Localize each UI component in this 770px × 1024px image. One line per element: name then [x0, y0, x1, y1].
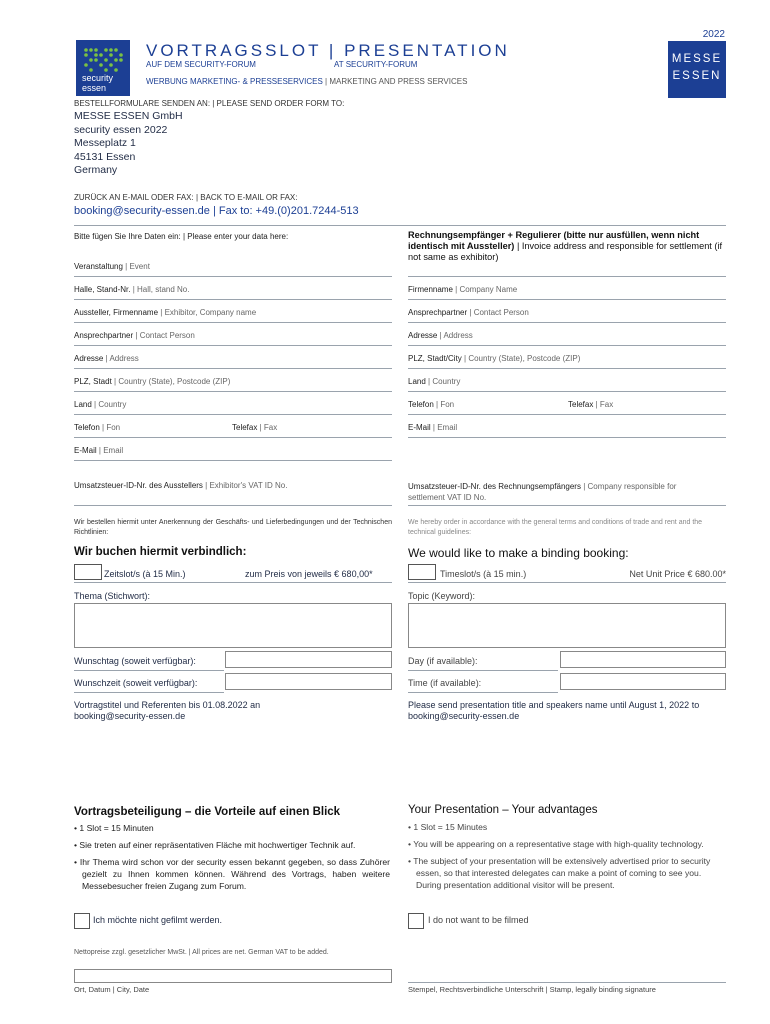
field-label-en: | Company Name — [455, 285, 518, 294]
no-filming-checkbox-en[interactable] — [408, 913, 424, 929]
address-line: security essen 2022 — [74, 123, 168, 136]
field-label-en: | Contact Person — [469, 308, 529, 317]
field-label-en: | Fax — [259, 423, 278, 432]
field-invoice-country[interactable] — [408, 377, 460, 386]
return-label: ZURÜCK AN E-MAIL ODER FAX: | BACK TO E-MAIL OR FAX: — [74, 193, 298, 202]
field-label-en: | Country — [94, 400, 127, 409]
speaker-note-de-email[interactable]: booking@security-essen.de — [74, 711, 186, 721]
field-label: Ansprechpartner — [408, 308, 468, 317]
field-label: PLZ, Stadt/City — [408, 354, 462, 363]
field-vat-invoice[interactable] — [408, 481, 676, 503]
time-label-de: Wunschzeit (soweit verfügbar): — [74, 678, 198, 688]
department-line — [146, 77, 467, 86]
address-line: Messeplatz 1 — [74, 137, 136, 150]
security-essen-logo — [76, 40, 130, 96]
field-invoice-contact[interactable] — [408, 308, 529, 317]
list-item: • Ihr Thema wird schon vor der security essen bekannt gegeben, so dass Zuhörer gezielt zu Ihnen kommen können. Während des Vortrags, haben weitere Messebesucher freien Zugang zum Forum. — [74, 857, 390, 891]
field-label: Veranstaltung — [74, 262, 123, 271]
field-label-en: | Fon — [436, 400, 455, 409]
field-event[interactable] — [74, 262, 150, 271]
field-email[interactable] — [74, 446, 123, 455]
field-label: Land — [408, 377, 426, 386]
topic-label-en: Topic (Keyword): — [408, 591, 476, 601]
booking-heading-de: Wir buchen hiermit verbindlich: — [74, 546, 247, 558]
logo-text-essen: essen — [82, 83, 107, 93]
field-invoice-address[interactable] — [408, 331, 473, 340]
title-de: VORTRAGSSLOT — [146, 41, 322, 60]
field-label: PLZ, Stadt — [74, 377, 112, 386]
invoice-heading-rest: | Invoice address and responsible for settlement (if not same as exhibitor) — [408, 241, 723, 262]
field-label-en: | Exhibitor, Company name — [160, 308, 257, 317]
speaker-note-en — [408, 700, 699, 722]
list-item: • The subject of your presentation will be extensively advertised prior to security essen, so that interested delegates can make a point of coming to see you. During presentation additional visitor will be present. — [408, 856, 711, 890]
logo-text-essen-right: ESSEN — [672, 70, 722, 82]
field-label-en: | Country (State), Postcode (ZIP) — [114, 377, 231, 386]
slot-quantity-input-de[interactable] — [74, 564, 102, 580]
field-label-en: | Hall, stand No. — [132, 285, 190, 294]
year-label: 2022 — [702, 29, 725, 40]
place-date-input[interactable] — [74, 969, 392, 983]
field-label-en: | Fax — [595, 400, 614, 409]
speaker-note-en-email[interactable]: booking@security-essen.de — [408, 711, 520, 721]
field-invoice-email[interactable] — [408, 423, 457, 432]
field-label: Firmenname — [408, 285, 453, 294]
address-block — [74, 110, 183, 178]
subtitle-en: AT SECURITY-FORUM — [334, 60, 418, 69]
signature-label: Stempel, Rechtsverbindliche Unterschrift | Stamp, legally binding signature — [408, 985, 656, 994]
field-label-en: | Contact Person — [135, 331, 195, 340]
security-essen-dots-icon — [76, 44, 130, 76]
field-label: Halle, Stand-Nr. — [74, 285, 131, 294]
field-label: Telefon — [74, 423, 100, 432]
list-item: • 1 Slot = 15 Minuten — [74, 823, 154, 833]
field-label: Adresse — [408, 331, 438, 340]
field-label: E-Mail — [408, 423, 431, 432]
field-invoice-city[interactable] — [408, 354, 580, 363]
form-intro: Bitte fügen Sie Ihre Daten ein: | Please enter your data here: — [74, 232, 289, 241]
list-item: • You will be appearing on a representative stage with high-quality technology. — [408, 839, 704, 849]
field-label-en: | Country — [428, 377, 461, 386]
day-input-en[interactable] — [560, 651, 726, 668]
field-label: Aussteller, Firmenname — [74, 308, 159, 317]
no-filming-label-de: Ich möchte nicht gefilmt werden. — [93, 915, 223, 925]
terms-en: We hereby order in accordance with the general terms and conditions of trade and rent and the technical guidelines: — [408, 519, 703, 536]
speaker-note-de-line1: Vortragstitel und Referenten bis 01.08.2022 an — [74, 700, 261, 710]
field-label: Umsatzsteuer-ID-Nr. des Ausstellers — [74, 481, 203, 490]
invoice-heading-bold: Rechnungsempfänger + Regulierer (bitte nur ausfüllen, wenn nicht identisch mit Aussteller) — [408, 230, 700, 251]
field-contact-person[interactable] — [74, 331, 195, 340]
field-label-en: | Company responsible for — [583, 482, 677, 491]
department-en: | MARKETING AND PRESS SERVICES — [325, 77, 468, 86]
place-date-label: Ort, Datum | City, Date — [74, 985, 150, 994]
field-country[interactable] — [74, 400, 126, 409]
address-line: 45131 Essen — [74, 150, 136, 163]
logo-text-security: security — [82, 73, 114, 83]
field-label-en: | Country (State), Postcode (ZIP) — [464, 354, 581, 363]
advantages-list-de — [74, 822, 390, 892]
field-exhibitor[interactable] — [74, 308, 256, 317]
field-label-en-2: settlement VAT ID No. — [408, 493, 487, 502]
price-label-en: Net Unit Price — [629, 569, 685, 579]
field-label: Ansprechpartner — [74, 331, 134, 340]
field-label: Telefax — [568, 400, 594, 409]
field-invoice-phone[interactable] — [408, 400, 454, 409]
field-postcode-city[interactable] — [74, 377, 230, 386]
list-item: • 1 Slot = 15 Minutes — [408, 822, 488, 832]
field-label: Telefax — [232, 423, 258, 432]
logo-text-messe: MESSE — [671, 53, 723, 65]
booking-heading-en: We would like to make a binding booking: — [408, 546, 629, 560]
price-value-en: € 680.00* — [687, 569, 726, 579]
messe-essen-logo — [668, 41, 726, 98]
subtitle-de: AUF DEM SECURITY-FORUM — [146, 60, 256, 69]
field-label: Adresse — [74, 354, 104, 363]
price-line-de — [245, 569, 373, 579]
field-phone[interactable] — [74, 423, 120, 432]
title-separator: | — [328, 41, 337, 60]
day-label-en: Day (if available): — [408, 656, 478, 666]
field-label-en: | Fon — [102, 423, 121, 432]
field-company-name[interactable] — [408, 285, 517, 294]
day-input-de[interactable] — [225, 651, 392, 668]
day-label-de: Wunschtag (soweit verfügbar): — [74, 656, 196, 666]
field-label: E-Mail — [74, 446, 97, 455]
list-item: • Sie treten auf einer repräsentativen Fläche mit hochwertiger Technik auf. — [74, 840, 356, 850]
speaker-note-en-line1: Please send presentation title and speakers name until August 1, 2022 to — [408, 700, 700, 710]
slot-label-en: Timeslot/s (à 15 min.) — [440, 569, 527, 579]
field-hall-stand[interactable] — [74, 285, 189, 294]
time-label-en: Time (if available): — [408, 678, 482, 688]
field-label-en: | Event — [125, 262, 150, 271]
field-label-en: | Email — [98, 446, 124, 455]
field-label: Umsatzsteuer-ID-Nr. des Rechnungsempfängers — [408, 482, 581, 491]
time-input-en[interactable] — [560, 673, 726, 690]
advantages-heading-en: Your Presentation – Your advantages — [408, 804, 598, 816]
field-label: Land — [74, 400, 92, 409]
time-input-de[interactable] — [225, 673, 392, 690]
topic-textarea-de[interactable] — [74, 603, 392, 648]
field-vat-exhibitor[interactable] — [74, 481, 287, 490]
header — [0, 0, 770, 100]
terms-de: Wir bestellen hiermit unter Anerkennung der Geschäfts- und Lieferbedingungen und der Technischen Richtlinien: — [74, 519, 392, 536]
field-label-en: | Address — [439, 331, 473, 340]
advantages-list-en — [408, 821, 726, 891]
invoice-heading — [408, 230, 726, 263]
vat-note: Nettopreise zzgl. gesetzlicher MwSt. | All prices are net. German VAT to be added. — [74, 949, 329, 956]
slot-label-de: Zeitslot/s (à 15 Min.) — [104, 569, 186, 579]
slot-quantity-input-en[interactable] — [408, 564, 436, 580]
department-de: WERBUNG MARKETING- & PRESSESERVICES — [146, 77, 323, 86]
topic-textarea-en[interactable] — [408, 603, 726, 648]
field-label-en: | Address — [105, 354, 139, 363]
address-line: Germany — [74, 164, 118, 177]
speaker-note-de — [74, 700, 260, 722]
field-label-en: | Exhibitor's VAT ID No. — [205, 481, 288, 490]
field-fax[interactable] — [232, 423, 277, 432]
price-value-de: € 680,00* — [334, 569, 373, 579]
page-title — [146, 41, 510, 61]
field-invoice-fax[interactable] — [568, 400, 613, 409]
topic-label-de: Thema (Stichwort): — [74, 591, 151, 601]
field-address[interactable] — [74, 354, 139, 363]
signature-line[interactable] — [408, 982, 726, 983]
field-label: Telefon — [408, 400, 434, 409]
price-line-en — [629, 569, 726, 579]
no-filming-checkbox-de[interactable] — [74, 913, 90, 929]
advantages-heading-de: Vortragsbeteiligung – die Vorteile auf einen Blick — [74, 806, 341, 818]
send-to-label: BESTELLFORMULARE SENDEN AN: | PLEASE SEND ORDER FORM TO: — [74, 99, 345, 108]
address-line: MESSE ESSEN GmbH — [74, 110, 183, 122]
contact-line[interactable]: booking@security-essen.de | Fax to: +49.(0)201.7244-513 — [74, 205, 359, 217]
no-filming-label-en: I do not want to be filmed — [428, 915, 529, 925]
title-en: PRESENTATION — [344, 41, 510, 60]
price-label-de: zum Preis von jeweils — [245, 569, 332, 579]
field-label-en: | Email — [432, 423, 458, 432]
